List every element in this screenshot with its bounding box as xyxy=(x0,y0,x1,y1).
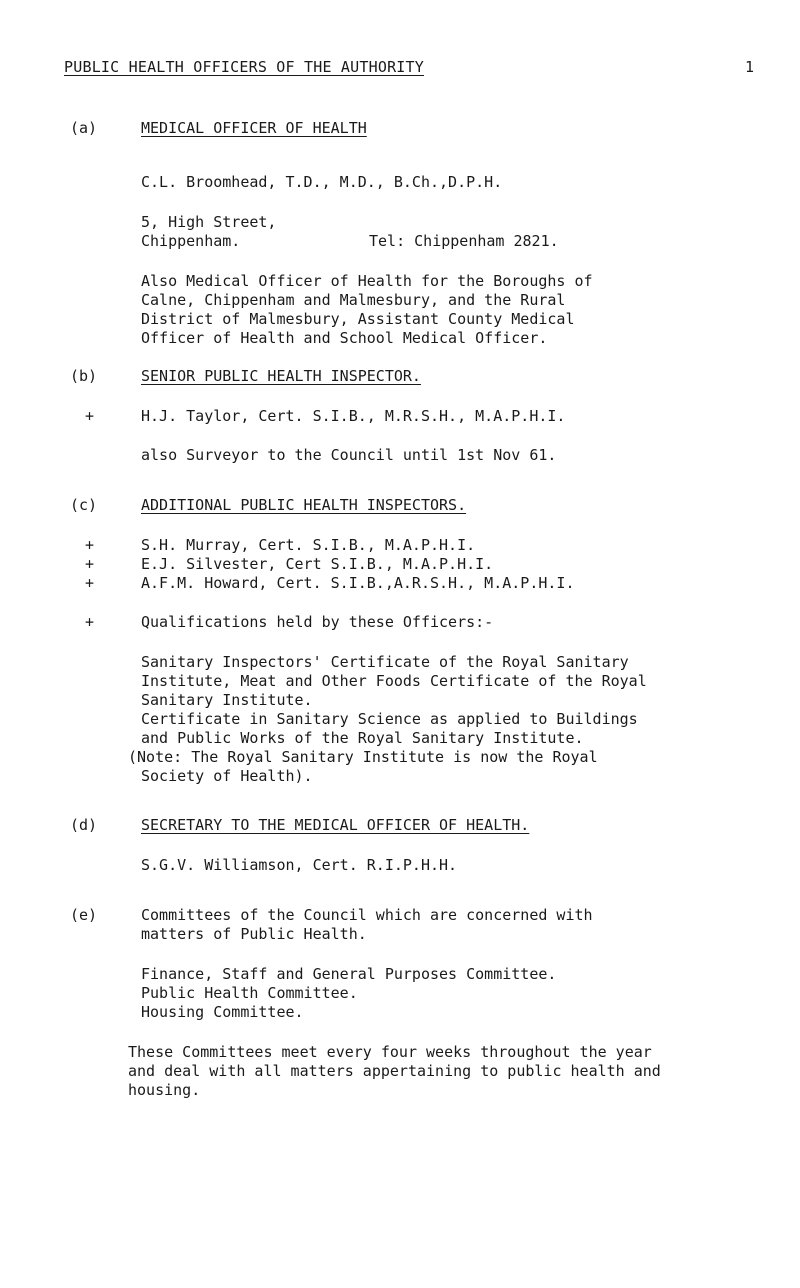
page-number: 1 xyxy=(744,58,754,76)
qualifications-heading: Qualifications held by these Officers:- xyxy=(141,613,494,631)
moh-name: C.L. Broomhead, T.D., M.D., B.Ch.,D.P.H. xyxy=(141,173,503,191)
moh-address-line-2: Chippenham. xyxy=(141,232,241,250)
section-d-label: (d) xyxy=(70,816,98,834)
moh-note-line: District of Malmesbury, Assistant County Medical xyxy=(141,310,575,328)
inspector-name: S.H. Murray, Cert. S.I.B., M.A.P.H.I. xyxy=(141,536,476,554)
committee-item: Housing Committee. xyxy=(141,1003,304,1021)
page-header xyxy=(64,58,754,76)
senior-inspector-name: H.J. Taylor, Cert. S.I.B., M.R.S.H., M.A.P.H.I. xyxy=(141,407,566,425)
committees-closing-line: and deal with all matters appertaining to public health and xyxy=(128,1062,661,1080)
committees-intro-line: matters of Public Health. xyxy=(141,925,367,943)
qualifications-line: Sanitary Inspectors' Certificate of the Royal Sanitary xyxy=(141,653,629,671)
senior-inspector-note: also Surveyor to the Council until 1st Nov 61. xyxy=(141,446,557,464)
qualification-marker: + xyxy=(85,536,95,554)
qualification-marker: + xyxy=(85,555,95,573)
qualification-marker: + xyxy=(85,407,95,425)
qualifications-line: Certificate in Sanitary Science as applied to Buildings xyxy=(141,710,638,728)
committees-closing-line: housing. xyxy=(128,1081,201,1099)
page-title: PUBLIC HEALTH OFFICERS OF THE AUTHORITY xyxy=(64,58,424,76)
committee-item: Public Health Committee. xyxy=(141,984,358,1002)
section-e-label: (e) xyxy=(70,906,98,924)
section-a-label: (a) xyxy=(70,119,98,137)
moh-note-line: Calne, Chippenham and Malmesbury, and the Rural xyxy=(141,291,566,309)
moh-note-line: Also Medical Officer of Health for the Boroughs of xyxy=(141,272,593,290)
qualification-marker: + xyxy=(85,613,95,631)
committee-item: Finance, Staff and General Purposes Committee. xyxy=(141,965,557,983)
section-b-label: (b) xyxy=(70,367,98,385)
qualifications-line: Sanitary Institute. xyxy=(141,691,313,709)
section-a-heading: MEDICAL OFFICER OF HEALTH xyxy=(141,119,367,137)
qualifications-line: Institute, Meat and Other Foods Certificate of the Royal xyxy=(141,672,647,690)
moh-telephone: Tel: Chippenham 2821. xyxy=(369,232,559,250)
inspector-name: E.J. Silvester, Cert S.I.B., M.A.P.H.I. xyxy=(141,555,494,573)
section-c-heading: ADDITIONAL PUBLIC HEALTH INSPECTORS. xyxy=(141,496,467,514)
section-c-label: (c) xyxy=(70,496,98,514)
qualification-marker: + xyxy=(85,574,95,592)
qualifications-note: (Note: The Royal Sanitary Institute is now the Royal xyxy=(128,748,598,766)
moh-note-line: Officer of Health and School Medical Officer. xyxy=(141,329,548,347)
inspector-name: A.F.M. Howard, Cert. S.I.B.,A.R.S.H., M.A.P.H.I. xyxy=(141,574,575,592)
section-b-heading: SENIOR PUBLIC HEALTH INSPECTOR. xyxy=(141,367,421,385)
committees-closing-line: These Committees meet every four weeks throughout the year xyxy=(128,1043,652,1061)
committees-intro-line: Committees of the Council which are concerned with xyxy=(141,906,593,924)
secretary-name: S.G.V. Williamson, Cert. R.I.P.H.H. xyxy=(141,856,458,874)
section-d-heading: SECRETARY TO THE MEDICAL OFFICER OF HEALTH. xyxy=(141,816,530,834)
moh-address-line-1: 5, High Street, xyxy=(141,213,277,231)
qualifications-note: Society of Health). xyxy=(141,767,313,785)
qualifications-line: and Public Works of the Royal Sanitary Institute. xyxy=(141,729,584,747)
